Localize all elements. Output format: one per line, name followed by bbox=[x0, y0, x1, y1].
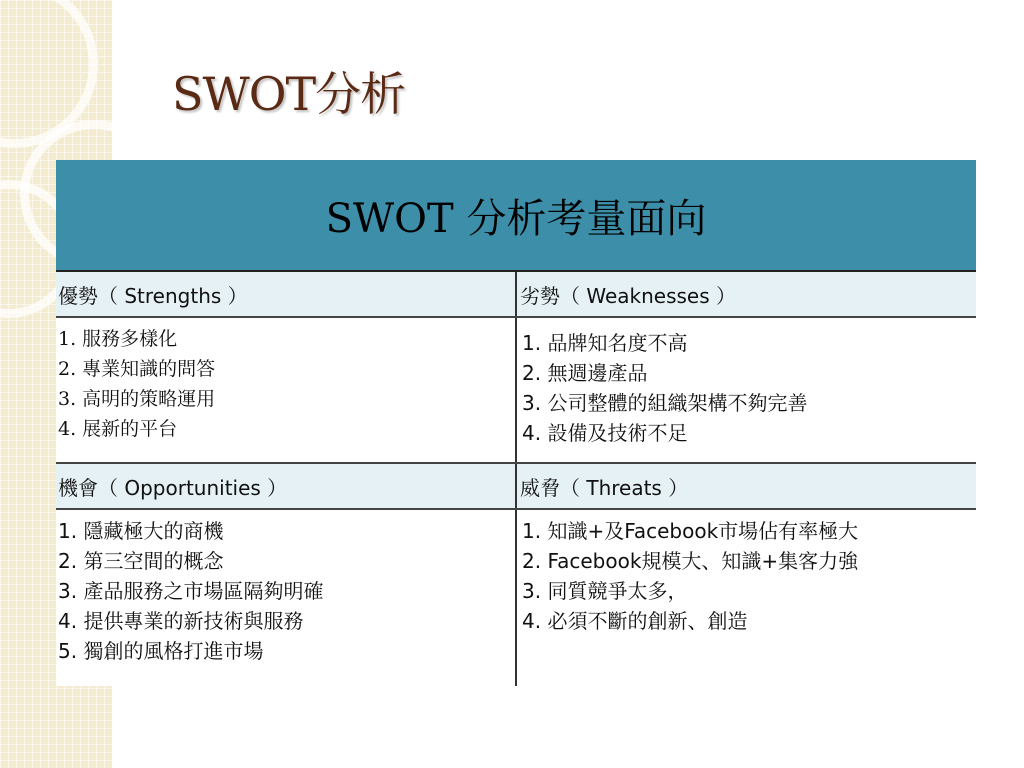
table-header: SWOT 分析考量面向 bbox=[56, 160, 976, 271]
list-item: 4. 必須不斷的創新、創造 bbox=[522, 609, 748, 633]
swot-table bbox=[56, 160, 976, 686]
list-item: 1. 品牌知名度不高 bbox=[522, 331, 688, 355]
list-item: 3. 公司整體的組織架構不夠完善 bbox=[522, 391, 808, 415]
weaknesses-label: 劣勢（ Weaknesses ） bbox=[516, 271, 976, 317]
list-item: 2. 專業知識的問答 bbox=[58, 358, 216, 380]
strengths-label: 優勢（ Strengths ） bbox=[56, 271, 516, 317]
list-item: 1. 隱藏極大的商機 bbox=[58, 519, 224, 543]
slide-title: SWOT分析 bbox=[172, 67, 406, 121]
threats-cell bbox=[516, 509, 976, 686]
opportunities-label: 機會（ Opportunities ） bbox=[56, 463, 516, 509]
weaknesses-list bbox=[520, 318, 976, 448]
threats-list bbox=[520, 510, 976, 636]
opportunities-cell bbox=[56, 509, 516, 686]
list-item: 2. 第三空間的概念 bbox=[58, 549, 224, 573]
list-item: 1. 服務多樣化 bbox=[58, 328, 178, 350]
list-item: 5. 獨創的風格打進市場 bbox=[58, 639, 264, 663]
list-item: 4. 設備及技術不足 bbox=[522, 421, 688, 445]
strengths-cell bbox=[56, 317, 516, 463]
list-item: 3. 高明的策略運用 bbox=[58, 388, 216, 410]
list-item: 2. Facebook規模大、知識+集客力強 bbox=[522, 549, 859, 573]
strengths-list bbox=[56, 318, 515, 444]
list-item: 3. 同質競爭太多， bbox=[522, 579, 688, 603]
opportunities-list bbox=[56, 510, 515, 666]
list-item: 3. 產品服務之市場區隔夠明確 bbox=[58, 579, 324, 603]
list-item: 2. 無週邊產品 bbox=[522, 361, 648, 385]
weaknesses-cell bbox=[516, 317, 976, 463]
list-item: 1. 知識+及Facebook市場佔有率極大 bbox=[522, 519, 859, 543]
list-item: 4. 展新的平台 bbox=[58, 418, 178, 440]
list-item: 4. 提供專業的新技術與服務 bbox=[58, 609, 304, 633]
threats-label: 威脅（ Threats ） bbox=[516, 463, 976, 509]
